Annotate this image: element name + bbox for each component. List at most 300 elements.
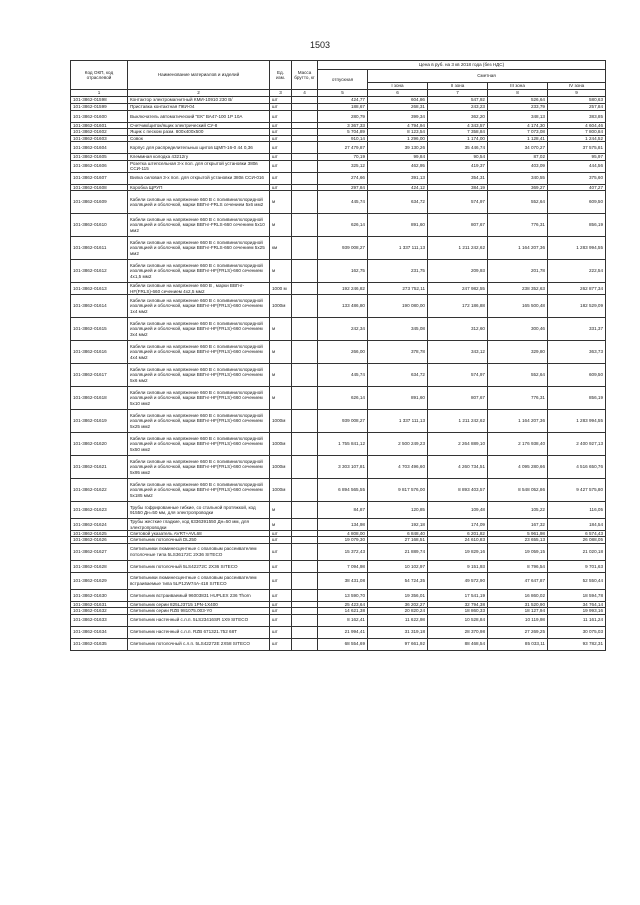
cell-mass — [292, 260, 318, 283]
cell-z3: 16 860,02 — [488, 589, 548, 601]
cell-z3: 18 127,94 — [488, 608, 548, 614]
header-prices: Цена в руб. на 3 кв 2018 года (без НДС) — [318, 61, 606, 70]
cell-name: Кабели силовые на напряжение 660 В с поливинилхлоридной изоляцией и оболочкой, марки ВВГнг-FRLS-660 сечением 5х10 мм2 — [128, 214, 270, 237]
cell-z1: 9 817 576,00 — [368, 479, 428, 502]
cell-z1: 391,13 — [368, 172, 428, 184]
cell-name: Светильник потолочный с.л.п. 5LS42272Е 2Х58 SITECO — [128, 638, 270, 650]
cell-unit: шт — [270, 531, 292, 537]
cell-unit: м — [270, 318, 292, 341]
cell-code: 101-3862-01634 — [71, 626, 128, 638]
table-row — [71, 214, 606, 237]
cell-otp: 266,00 — [318, 341, 368, 364]
cell-code: 101-3862-01606 — [71, 160, 128, 172]
cell-otp: 910,14 — [318, 135, 368, 141]
cell-name: Кабели силовые на напряжение 660 В с поливинилхлоридной изоляцией и оболочкой, марки ВВГнг-HF(FRLS)-660 сечением 5х95 мм2 — [128, 456, 270, 479]
cell-mass — [292, 572, 318, 589]
cell-name: Трубы жесткие гладкие, код 6336391550 Дн=50 мм, для электропроводки — [128, 519, 270, 531]
cell-z4: 26 088,05 — [548, 537, 606, 543]
cell-name: Кабели силовые на напряжение 660 В с поливинилхлоридной изоляцией и оболочкой, марки ВВГнг-HF(FRLS)-660 сечением 5х25 мм2 — [128, 410, 270, 433]
cell-otp: 188,67 — [318, 104, 368, 111]
cell-z2: 807,67 — [428, 387, 488, 410]
cell-z3: 34 070,27 — [488, 142, 548, 154]
cell-z4: 9 701,63 — [548, 560, 606, 572]
cell-z1: 6 848,40 — [368, 531, 428, 537]
cell-z3: 8 548 052,86 — [488, 479, 548, 502]
cell-code: 101-3862-01613 — [71, 283, 128, 295]
cell-name: Кабели силовые на напряжение 660 В с поливинилхлоридной изоляцией и оболочкой, марки ВВГнг-HF(FRLS)-660 сечением 5х10 мм2 — [128, 387, 270, 410]
table-row — [71, 341, 606, 364]
header-mass: Масса брутто, кг — [292, 61, 318, 90]
table-row — [71, 142, 606, 154]
cell-code: 101-3862-01604 — [71, 142, 128, 154]
cell-mass — [292, 589, 318, 601]
cell-z4: 444,56 — [548, 160, 606, 172]
cell-z4: 407,27 — [548, 184, 606, 190]
cell-mass — [292, 97, 318, 104]
cell-unit: шт — [270, 614, 292, 626]
cell-otp: 6 894 565,55 — [318, 479, 368, 502]
cell-otp: 162,75 — [318, 260, 368, 283]
cell-mass — [292, 160, 318, 172]
cell-z4: 1 283 994,55 — [548, 410, 606, 433]
cell-name: Кабели силовые на напряжение 660 В с поливинилхлоридной изоляцией и оболочкой, марки ВВГнг-FRLS-660 сечением 5х25 мм2 — [128, 237, 270, 260]
cell-mass — [292, 433, 318, 456]
cell-mass — [292, 502, 318, 519]
cell-z4: 182 529,09 — [548, 295, 606, 318]
cell-mass — [292, 191, 318, 214]
cell-z1: 378,78 — [368, 341, 428, 364]
cell-mass — [292, 614, 318, 626]
cell-code: 101-3862-01611 — [71, 237, 128, 260]
cell-z2: 17 541,19 — [428, 589, 488, 601]
cell-unit: 1000м — [270, 433, 292, 456]
header-name: Наименование материалов и изделий — [128, 61, 270, 90]
table-row — [71, 387, 606, 410]
cell-code: 101-3862-01614 — [71, 295, 128, 318]
cell-otp: 21 994,41 — [318, 626, 368, 638]
cell-z3: 85 033,11 — [488, 638, 548, 650]
table-row — [71, 519, 606, 531]
cell-z2: 247 982,55 — [428, 283, 488, 295]
cell-z3: 348,13 — [488, 111, 548, 123]
cell-z1: 31 319,18 — [368, 626, 428, 638]
cell-z4: 116,05 — [548, 502, 606, 519]
cell-z3: 27 269,25 — [488, 626, 548, 638]
cell-unit: м — [270, 519, 292, 531]
cell-z1: 10 102,97 — [368, 560, 428, 572]
cell-name: Выключатель автоматический "ЕК" ВА47-100 1Р 10А — [128, 111, 270, 123]
cell-z2: 8 893 403,57 — [428, 479, 488, 502]
cell-z3: 47 647,87 — [488, 572, 548, 589]
cell-name: Светильники люминесцентные с опаловым рассеивателем встраиваемые типа 5LP12W74А-418 SITECO — [128, 572, 270, 589]
cell-z4: 21 020,18 — [548, 543, 606, 560]
cell-otp: 297,84 — [318, 184, 368, 190]
cell-z4: 2 400 927,13 — [548, 433, 606, 456]
cell-z2: 354,31 — [428, 172, 488, 184]
cell-unit: шт — [270, 608, 292, 614]
cell-code: 101-3862-01621 — [71, 456, 128, 479]
cell-z3: 8 796,54 — [488, 560, 548, 572]
cell-code: 101-3862-01626 — [71, 537, 128, 543]
cell-mass — [292, 626, 318, 638]
cell-z4: 363,73 — [548, 341, 606, 364]
cell-z4: 95,97 — [548, 154, 606, 160]
cell-z4: 1 244,52 — [548, 135, 606, 141]
cell-z3: 10 119,98 — [488, 614, 548, 626]
cell-name: Корпус для распределительных щитов ЩМП-16-0 44 0,36 — [128, 142, 270, 154]
cell-z1: 192,18 — [368, 519, 428, 531]
cell-z2: 10 528,84 — [428, 614, 488, 626]
cell-otp: 626,14 — [318, 387, 368, 410]
cell-z4: 331,37 — [548, 318, 606, 341]
cell-name: Коробка ЩРУП — [128, 184, 270, 190]
table-row — [71, 560, 606, 572]
cell-name: Кабели силовые на напряжение 660 В с поливинилхлоридной изоляцией и оболочкой, марки ВВГнг-HF(FRLS)-660 сечением 4х4 мм2 — [128, 341, 270, 364]
cell-z1: 11 622,98 — [368, 614, 428, 626]
cell-code: 101-3862-01620 — [71, 433, 128, 456]
cell-z4: 609,50 — [548, 191, 606, 214]
cell-name: Светильник встраиваемый 96003831 HUPLEX 236 Thorn — [128, 589, 270, 601]
cell-code: 101-3862-01631 — [71, 601, 128, 607]
cell-unit: шт — [270, 154, 292, 160]
cell-name: Кабели силовые на напряжение 660 В с поливинилхлоридной изоляцией и оболочкой, марки ВВГнг-HF(FRLS)-660 сечением 5х6 мм2 — [128, 364, 270, 387]
cell-unit: м — [270, 260, 292, 283]
cell-z2: 807,67 — [428, 214, 488, 237]
cell-z2: 49 572,90 — [428, 572, 488, 589]
cell-z3: 233,79 — [488, 104, 548, 111]
cell-mass — [292, 283, 318, 295]
cell-otp: 14 621,38 — [318, 608, 368, 614]
cell-z3: 776,31 — [488, 214, 548, 237]
cell-z2: 574,97 — [428, 191, 488, 214]
cell-otp: 424,77 — [318, 97, 368, 104]
cell-unit: м — [270, 191, 292, 214]
cell-name: Кабели силовые на напряжение 660 В с поливинилхлоридной изоляцией и оболочкой, марки ВВГнг-HF(FRLS)-660 сечением 3х4 мм2 — [128, 318, 270, 341]
cell-name: Кабели силовые на напряжение 660 В с поливинилхлоридной изоляцией и оболочкой, марки ВВГнг-HF(FRLS)-660 сечением 1х4 мм2 — [128, 295, 270, 318]
cell-code: 101-3862-01622 — [71, 479, 128, 502]
cell-z4: 222,54 — [548, 260, 606, 283]
table-header — [71, 61, 606, 97]
table-row — [71, 318, 606, 341]
cell-z4: 580,63 — [548, 97, 606, 104]
table-row — [71, 626, 606, 638]
cell-mass — [292, 638, 318, 650]
cell-z3: 526,64 — [488, 97, 548, 104]
cell-z3: 369,27 — [488, 184, 548, 190]
cell-z3: 23 655,13 — [488, 537, 548, 543]
table-row — [71, 410, 606, 433]
cell-otp: 626,14 — [318, 214, 368, 237]
cell-code: 101-3862-01630 — [71, 589, 128, 601]
column-index: 4 — [292, 90, 318, 97]
header-zone-2: II зона — [428, 83, 488, 90]
cell-z1: 8 123,54 — [368, 129, 428, 135]
cell-z1: 20 820,24 — [368, 608, 428, 614]
cell-z3: 1 128,41 — [488, 135, 548, 141]
cell-z3: 2 176 938,40 — [488, 433, 548, 456]
cell-name: Ящик с песком разм. 800х400х500 — [128, 129, 270, 135]
cell-name: Светильники люминесцентные с опаловым рассеивателем потолочные типа 5LS36172С 2Х36 SITECO — [128, 543, 270, 560]
column-index: 6 — [368, 90, 428, 97]
cell-z3: 7 073,08 — [488, 129, 548, 135]
cell-z3: 340,55 — [488, 172, 548, 184]
cell-code: 101-3862-01623 — [71, 502, 128, 519]
cell-name: Совок — [128, 135, 270, 141]
column-index: 9 — [548, 90, 606, 97]
cell-unit: шт — [270, 160, 292, 172]
cell-code: 101-3862-01619 — [71, 410, 128, 433]
cell-unit: шт — [270, 543, 292, 560]
cell-z2: 28 370,98 — [428, 626, 488, 638]
table-row — [71, 614, 606, 626]
cell-mass — [292, 318, 318, 341]
cell-unit: шт — [270, 537, 292, 543]
cell-unit: шт — [270, 129, 292, 135]
header-zone-4: IV зона — [548, 83, 606, 90]
cell-z2: 574,97 — [428, 364, 488, 387]
cell-otp: 134,98 — [318, 519, 368, 531]
cell-unit: м — [270, 364, 292, 387]
cell-unit: шт — [270, 97, 292, 104]
column-index: 8 — [488, 90, 548, 97]
cell-mass — [292, 111, 318, 123]
cell-name: Светильник серии RZB 981075.003-Y0 — [128, 608, 270, 614]
cell-otp: 3 303 107,81 — [318, 456, 368, 479]
table-row — [71, 260, 606, 283]
cell-z2: 4 260 734,51 — [428, 456, 488, 479]
cell-otp: 70,19 — [318, 154, 368, 160]
cell-z3: 4 095 280,66 — [488, 456, 548, 479]
cell-z4: 4 516 650,76 — [548, 456, 606, 479]
cell-name: Кабели силовые на напряжение 660 В с поливинилхлоридной изоляцией и оболочкой, марки ВВГнг-HF(FRLS)-660 сечением 5х50 мм2 — [128, 433, 270, 456]
cell-z3: 87,02 — [488, 154, 548, 160]
table-row — [71, 104, 606, 111]
cell-z4: 52 550,44 — [548, 572, 606, 589]
cell-z2: 343,12 — [428, 341, 488, 364]
cell-mass — [292, 214, 318, 237]
cell-z3: 167,32 — [488, 519, 548, 531]
cell-z1: 27 168,51 — [368, 537, 428, 543]
cell-unit: 1000м — [270, 479, 292, 502]
header-unit: Ед. изм. — [270, 61, 292, 90]
cell-mass — [292, 341, 318, 364]
cell-z1: 268,31 — [368, 104, 428, 111]
cell-z1: 39 130,26 — [368, 142, 428, 154]
cell-z1: 21 889,74 — [368, 543, 428, 560]
cell-otp: 7 094,98 — [318, 560, 368, 572]
cell-code: 101-3862-01610 — [71, 214, 128, 237]
table-body — [71, 97, 606, 651]
cell-mass — [292, 142, 318, 154]
cell-unit: км — [270, 237, 292, 260]
column-index: 2 — [128, 90, 270, 97]
cell-z2: 32 794,38 — [428, 601, 488, 607]
cell-z2: 24 610,83 — [428, 537, 488, 543]
cell-code: 101-3862-01608 — [71, 184, 128, 190]
cell-name: Светильник серии 825LJ3715 1PN-1Х400 — [128, 601, 270, 607]
cell-otp: 27 479,87 — [318, 142, 368, 154]
cell-z1: 36 202,27 — [368, 601, 428, 607]
cell-unit: шт — [270, 184, 292, 190]
cell-otp: 5 704,89 — [318, 129, 368, 135]
cell-name: Светильник настенный с.л.п. 5LS23416SR 1Х9 SITECO — [128, 614, 270, 626]
cell-code: 101-3862-01609 — [71, 191, 128, 214]
cell-z1: 634,72 — [368, 191, 428, 214]
cell-unit: 1000м — [270, 456, 292, 479]
cell-code: 101-3862-01627 — [71, 543, 128, 560]
cell-unit: шт — [270, 111, 292, 123]
cell-z4: 257,84 — [548, 104, 606, 111]
cell-code: 101-3862-01598 — [71, 97, 128, 104]
cell-code: 101-3862-01603 — [71, 135, 128, 141]
cell-z4: 7 800,84 — [548, 129, 606, 135]
cell-z2: 243,23 — [428, 104, 488, 111]
cell-z4: 19 993,16 — [548, 608, 606, 614]
cell-z3: 238 352,63 — [488, 283, 548, 295]
cell-name: Кабели силовые на напряжение 660 В с поливинилхлоридной изоляцией и оболочкой, марки ВВГнг-FRLS сечением 5х6 мм2 — [128, 191, 270, 214]
cell-otp: 280,79 — [318, 111, 368, 123]
cell-otp: 242,34 — [318, 318, 368, 341]
cell-otp: 445,74 — [318, 191, 368, 214]
cell-z3: 552,64 — [488, 191, 548, 214]
cell-z3: 329,80 — [488, 341, 548, 364]
cell-name: Световой указатель AVRT+AVL68 — [128, 531, 270, 537]
table-row — [71, 295, 606, 318]
cell-unit: 1000 м — [270, 283, 292, 295]
cell-otp: 192 246,82 — [318, 283, 368, 295]
cell-z1: 424,12 — [368, 184, 428, 190]
cell-code: 101-3862-01600 — [71, 111, 128, 123]
cell-name: Счетчик/щиток/ящик электрический СУ-8 — [128, 123, 270, 129]
cell-otp: 38 431,08 — [318, 572, 368, 589]
table-row — [71, 237, 606, 260]
cell-z1: 891,60 — [368, 387, 428, 410]
cell-code: 101-3862-01615 — [71, 318, 128, 341]
cell-mass — [292, 104, 318, 111]
cell-code: 101-3862-01632 — [71, 608, 128, 614]
cell-otp: 15 372,43 — [318, 543, 368, 560]
cell-code: 101-3862-01624 — [71, 519, 128, 531]
cell-name: Светильник потолочный 5LS42272С 2Х36 SITECO — [128, 560, 270, 572]
cell-unit: шт — [270, 135, 292, 141]
cell-unit: шт — [270, 172, 292, 184]
cell-code: 101-3862-01635 — [71, 638, 128, 650]
cell-z4: 383,85 — [548, 111, 606, 123]
cell-otp: 19 079,30 — [318, 537, 368, 543]
table-row — [71, 638, 606, 650]
cell-z1: 1 337 111,13 — [368, 410, 428, 433]
cell-z1: 399,34 — [368, 111, 428, 123]
cell-code: 101-3862-01599 — [71, 104, 128, 111]
cell-mass — [292, 456, 318, 479]
cell-z2: 19 829,16 — [428, 543, 488, 560]
cell-code: 101-3862-01616 — [71, 341, 128, 364]
cell-z1: 604,86 — [368, 97, 428, 104]
cell-code: 101-3862-01612 — [71, 260, 128, 283]
cell-unit: шт — [270, 142, 292, 154]
cell-z2: 1 174,00 — [428, 135, 488, 141]
cell-otp: 445,74 — [318, 364, 368, 387]
cell-z3: 300,46 — [488, 318, 548, 341]
cell-mass — [292, 172, 318, 184]
cell-otp: 84,87 — [318, 502, 368, 519]
table-row — [71, 543, 606, 560]
cell-z3: 19 059,15 — [488, 543, 548, 560]
page-number: 1503 — [309, 40, 331, 50]
cell-unit: шт — [270, 638, 292, 650]
cell-otp: 4 808,00 — [318, 531, 368, 537]
cell-code: 101-3862-01602 — [71, 129, 128, 135]
column-index: 7 — [428, 90, 488, 97]
cell-z2: 2 264 889,10 — [428, 433, 488, 456]
cell-name: Вилка силовая 3-х пол. для открытой установки 380в ССИ-016 — [128, 172, 270, 184]
cell-z2: 7 358,84 — [428, 129, 488, 135]
cell-z3: 1 164 207,36 — [488, 237, 548, 260]
table-row — [71, 364, 606, 387]
cell-z1: 120,85 — [368, 502, 428, 519]
cell-otp: 1 755 841,12 — [318, 433, 368, 456]
cell-code: 101-3862-01617 — [71, 364, 128, 387]
cell-mass — [292, 295, 318, 318]
cell-unit: шт — [270, 626, 292, 638]
cell-z4: 93 782,31 — [548, 638, 606, 650]
cell-mass — [292, 543, 318, 560]
cell-z4: 4 604,46 — [548, 123, 606, 129]
cell-z2: 384,19 — [428, 184, 488, 190]
cell-unit: шт — [270, 601, 292, 607]
cell-z3: 552,64 — [488, 364, 548, 387]
cell-z2: 1 211 242,62 — [428, 410, 488, 433]
cell-z1: 19 356,01 — [368, 589, 428, 601]
cell-z2: 90,54 — [428, 154, 488, 160]
cell-mass — [292, 560, 318, 572]
cell-unit: шт — [270, 560, 292, 572]
cell-z2: 419,37 — [428, 160, 488, 172]
cell-mass — [292, 387, 318, 410]
cell-z4: 375,60 — [548, 172, 606, 184]
cell-otp: 133 486,80 — [318, 295, 368, 318]
header-zone-1: I зона — [368, 83, 428, 90]
header-zone-3: III зона — [488, 83, 548, 90]
cell-otp: 325,12 — [318, 160, 368, 172]
cell-z3: 201,78 — [488, 260, 548, 283]
cell-otp: 939 008,27 — [318, 410, 368, 433]
table-row — [71, 191, 606, 214]
cell-otp: 68 554,69 — [318, 638, 368, 650]
table-row — [71, 111, 606, 123]
cell-z3: 1 164 207,36 — [488, 410, 548, 433]
cell-otp: 8 162,41 — [318, 614, 368, 626]
cell-z1: 273 752,11 — [368, 283, 428, 295]
cell-name: Контактор электромагнитный КМИ-10910 230 В/ — [128, 97, 270, 104]
table-row — [71, 589, 606, 601]
cell-z1: 4 794,94 — [368, 123, 428, 129]
column-index: 3 — [270, 90, 292, 97]
cell-code: 101-3862-01605 — [71, 154, 128, 160]
cell-z4: 9 427 575,80 — [548, 479, 606, 502]
cell-z1: 2 500 249,23 — [368, 433, 428, 456]
cell-name: Кабели силовые на напряжение 660 В , марки ВВГнг-HF(FRLS)-660 сечением 4х2,5 мм2 — [128, 283, 270, 295]
cell-unit: м — [270, 341, 292, 364]
price-table — [70, 60, 606, 651]
cell-z2: 18 860,33 — [428, 608, 488, 614]
cell-z2: 1 211 242,62 — [428, 237, 488, 260]
cell-otp: 25 423,64 — [318, 601, 368, 607]
cell-z4: 1 283 994,55 — [548, 237, 606, 260]
table-row — [71, 479, 606, 502]
cell-z1: 54 724,35 — [368, 572, 428, 589]
cell-z2: 88 468,54 — [428, 638, 488, 650]
